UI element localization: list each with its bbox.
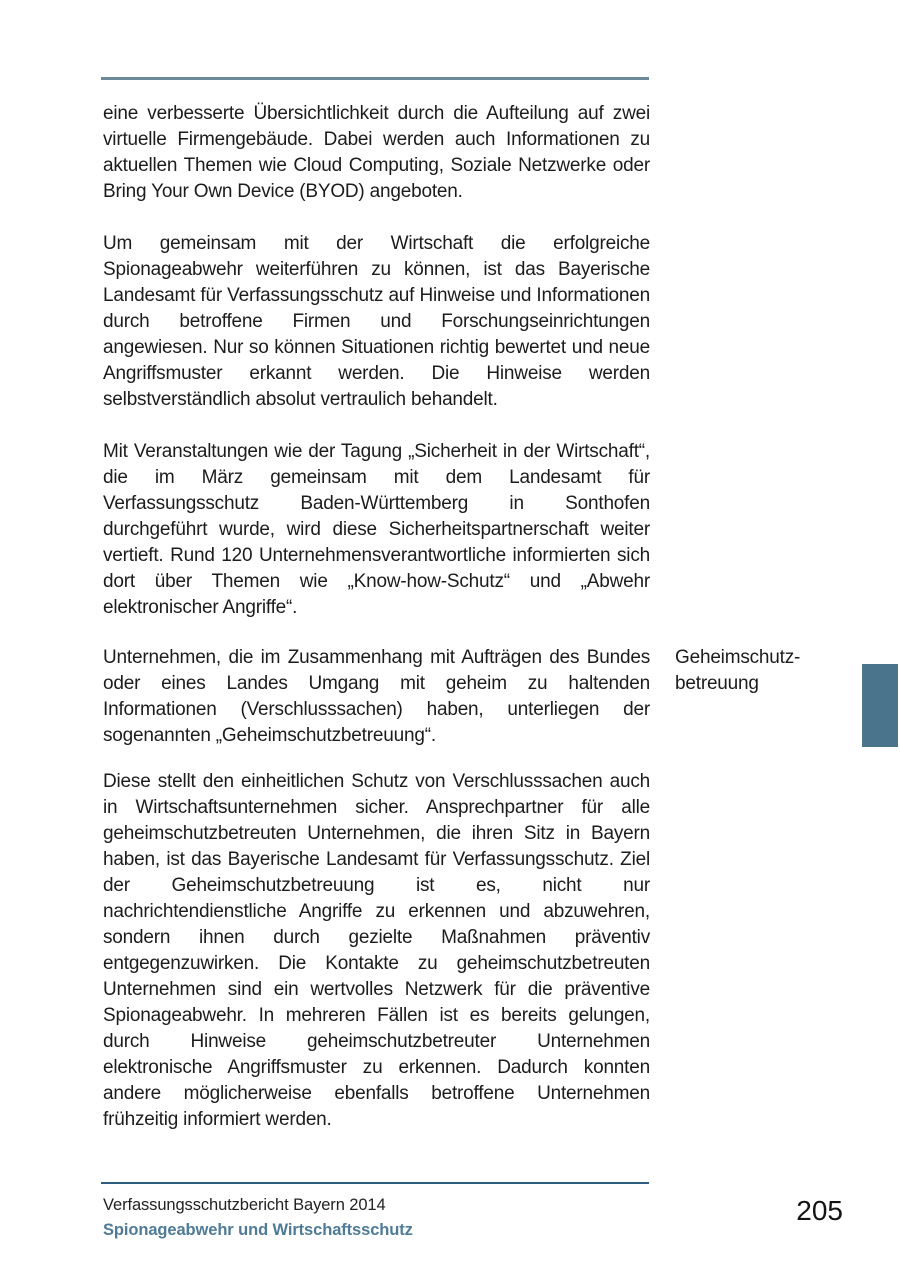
body-paragraph-1: eine verbesserte Übersichtlichkeit durch die Aufteilung auf zwei virtuelle Firmengebäude. Dabei werden auch Informationen zu aktuellen Themen wie Cloud Computing, Soziale Netzwerke oder Bring Your Own Device (BYOD) angeboten.	[103, 103, 650, 202]
footer-report-title: Verfassungsschutzbericht Bayern 2014	[103, 1196, 386, 1214]
body-paragraph-2: Um gemeinsam mit der Wirtschaft die erfolgreiche Spionageabwehr weiterführen zu können, ist das Bayerische Landesamt für Verfassungsschutz auf Hinweise und Informationen durch betroffene Firmen und Forschungseinrichtungen angewiesen. Nur so können Situationen richtig bewertet und neue Angriffsmuster erkannt werden. Die Hinweise werden selbstverständlich absolut vertraulich behandelt.	[103, 233, 650, 410]
margin-note-geheimschutzbetreuung	[675, 645, 845, 697]
body-paragraph-5: Diese stellt den einheitlichen Schutz von Verschlusssachen auch in Wirtschaftsunternehmen sicher. Ansprechpartner für alle geheimschutzbetreuten Unternehmen, die ihren Sitz in Bayern haben, ist das Bayerische Landesamt für Verfassungsschutz. Ziel der Geheimschutzbetreuung ist es, nicht nur nachrichtendienstliche Angriffe zu erkennen und abzuwehren, sondern ihnen durch gezielte Maßnahmen präventiv entgegenzuwirken. Die Kontakte zu geheimschutzbetreuten Unternehmen sind ein wertvolles Netzwerk für die präventive Spionageabwehr. In mehreren Fällen ist es bereits gelungen, durch Hinweise geheimschutzbetreuter Unternehmen elektronische Angriffsmuster zu erkennen. Dadurch konnten andere möglicherweise ebenfalls betroffene Unternehmen frühzeitig informiert werden.	[103, 771, 650, 1130]
page-number: 205	[796, 1195, 843, 1226]
header-rule	[101, 77, 649, 80]
footer-chapter-title: Spionageabwehr und Wirtschaftsschutz	[103, 1221, 413, 1239]
margin-note-line-2: betreuung	[675, 673, 759, 694]
body-paragraph-3: Mit Veranstaltungen wie der Tagung „Sicherheit in der Wirtschaft“, die im März gemeinsam mit dem Landesamt für Verfassungsschutz Baden-Württemberg in Sonthofen durchgeführt wurde, wird diese Sicherheitspartnerschaft weiter vertieft. Rund 120 Unternehmensverantwortliche informierten sich dort über Themen wie „Know-how-Schutz“ und „Abwehr elektronischer Angriffe“.	[103, 441, 650, 618]
footer	[103, 1193, 650, 1243]
section-marker-bar	[862, 664, 898, 747]
footer-rule	[101, 1182, 649, 1184]
body-paragraph-4: Unternehmen, die im Zusammenhang mit Aufträgen des Bundes oder eines Landes Umgang mit geheim zu haltenden Informationen (Verschlusssachen) haben, unterliegen der sogenannten „Geheimschutzbetreuung“.	[103, 647, 650, 746]
margin-note-line-1: Geheimschutz-	[675, 647, 801, 668]
